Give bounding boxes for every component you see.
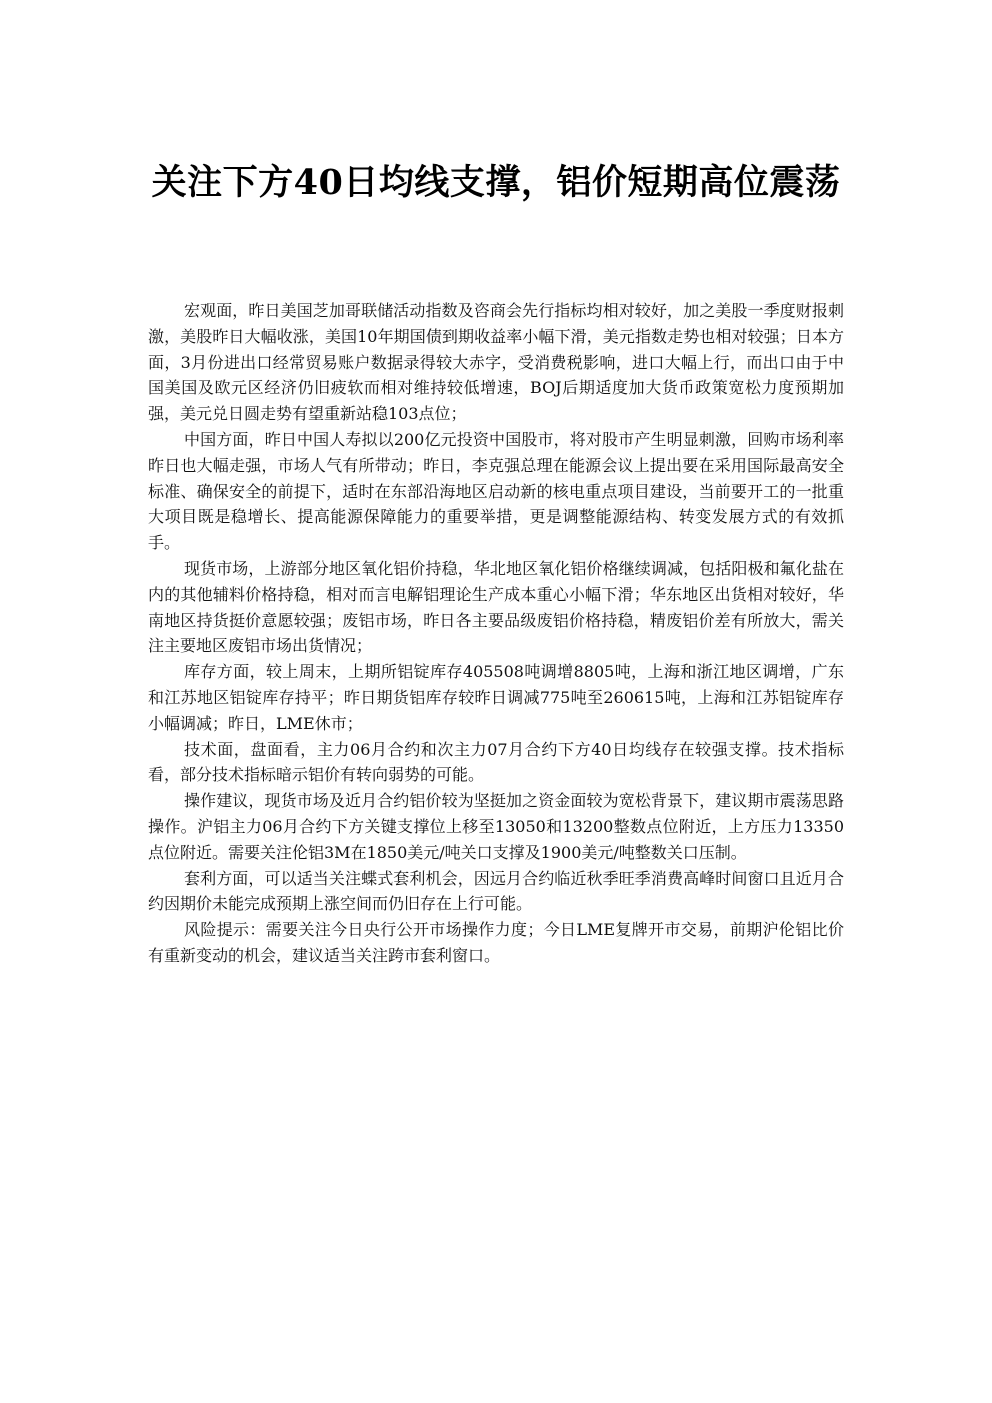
paragraph-arbitrage: 套利方面，可以适当关注蝶式套利机会，因远月合约临近秋季旺季消费高峰时间窗口且近月合约因期价未能完成预期上涨空间而仍旧存在上行可能。 xyxy=(148,868,844,914)
paragraph-inventory: 库存方面，较上周末，上期所铝锭库存405508吨调增8805吨，上海和浙江地区调增，广东和江苏地区铝锭库存持平；昨日期货铝库存较昨日调减775吨至260615吨，上海和江苏铝锭库存小幅调减；昨日，LME休市； xyxy=(148,662,844,733)
paragraph-operation-advice: 操作建议，现货市场及近月合约铝价较为坚挺加之资金面较为宽松背景下，建议期市震荡思路操作。沪铝主力06月合约下方关键支撑位上移至13050和13200整数点位附近，上方压力13350点位附近。需要关注伦铝3M在1850美元/吨关口支撑及1900美元/吨整数关口压制。 xyxy=(148,791,844,862)
paragraph-spot-market: 现货市场，上游部分地区氧化铝价持稳，华北地区氧化铝价格继续调减，包括阳极和氟化盐在内的其他辅料价格持稳，相对而言电解铝理论生产成本重心小幅下滑；华东地区出货相对较好，华南地区持货挺价意愿较强；废铝市场，昨日各主要品级废铝价格持稳，精废铝价差有所放大，需关注主要地区废铝市场出货情况； xyxy=(148,558,844,656)
paragraph-risk-warning: 风险提示：需要关注今日央行公开市场操作力度；今日LME复牌开市交易，前期沪伦铝比价有重新变动的机会，建议适当关注跨市套利窗口。 xyxy=(148,920,844,965)
document-title: 关注下方40日均线支撑，铝价短期高位震荡 xyxy=(151,162,841,203)
paragraph-china: 中国方面，昨日中国人寿拟以200亿元投资中国股市，将对股市产生明显刺激，回购市场利率昨日也大幅走强，市场人气有所带动；昨日，李克强总理在能源会议上提出要在采用国际最高安全标准、确保安全的前提下，适时在东部沿海地区启动新的核电重点项目建设，当前要开工的一批重大项目既是稳增长、提高能源保障能力的重要举措，更是调整能源结构、转变发展方式的有效抓手。 xyxy=(148,429,844,553)
document-body xyxy=(148,298,844,969)
paragraph-macro: 宏观面，昨日美国芝加哥联储活动指数及咨商会先行指标均相对较好，加之美股一季度财报刺激，美股昨日大幅收涨，美国10年期国债到期收益率小幅下滑，美元指数走势也相对较强；日本方面，3月份进出口经常贸易账户数据录得较大赤字，受消费税影响，进口大幅上行，而出口由于中国美国及欧元区经济仍旧疲软而相对维持较低增速，BOJ后期适度加大货币政策宽松力度预期加强，美元兑日圆走势有望重新站稳103点位； xyxy=(148,301,844,424)
paragraph-technical: 技术面，盘面看，主力06月合约和次主力07月合约下方40日均线存在较强支撑。技术指标看，部分技术指标暗示铝价有转向弱势的可能。 xyxy=(148,739,844,785)
